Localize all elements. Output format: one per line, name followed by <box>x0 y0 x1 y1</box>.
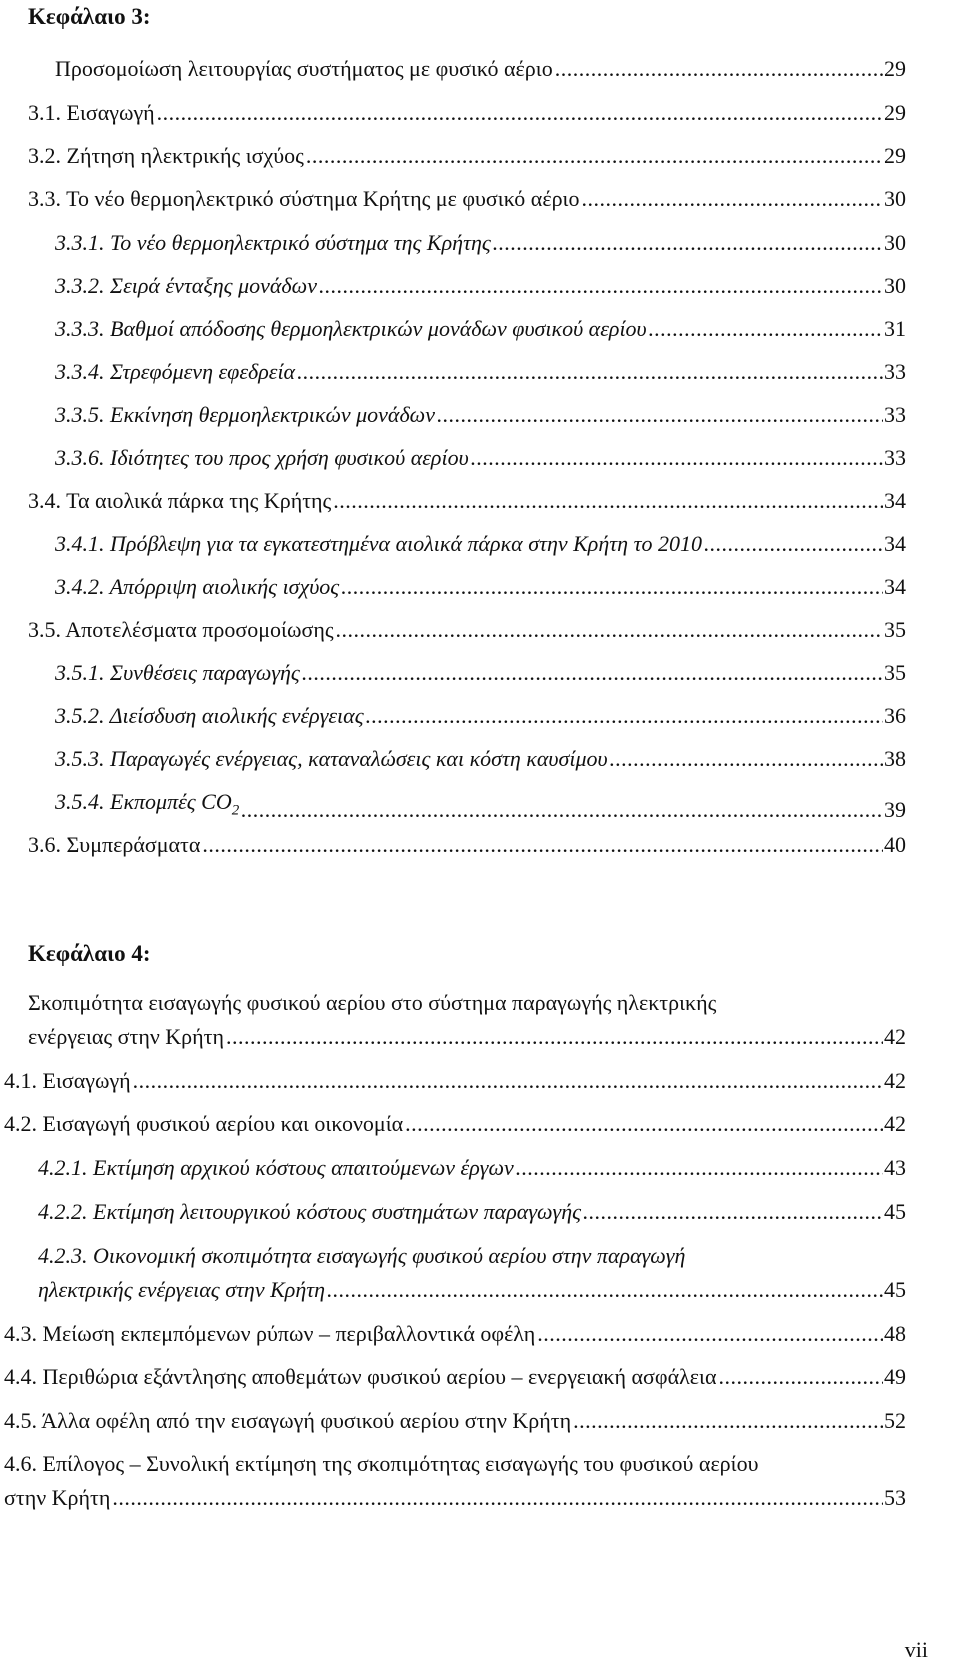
toc-entry-page: 42 <box>884 1024 906 1049</box>
toc-entry[interactable] <box>4 1364 906 1390</box>
toc-entry-page: 31 <box>884 316 906 341</box>
toc-entry-page: 38 <box>884 746 906 771</box>
dot-leader <box>718 1364 883 1390</box>
dot-leader <box>226 1024 883 1050</box>
toc-entry[interactable] <box>4 1408 906 1434</box>
toc-entry-label: 3.1. Εισαγωγή <box>28 100 155 125</box>
toc-subentry[interactable] <box>38 1199 906 1225</box>
toc-entry[interactable] <box>4 1068 906 1094</box>
toc-entry-label: 4.4. Περιθώρια εξάντλησης αποθεμάτων φυσικού αερίου – ενεργειακή ασφάλεια <box>4 1364 717 1389</box>
toc-entry-label: 3.4.1. Πρόβλεψη για τα εγκατεστημένα αιολικά πάρκα στην Κρήτη το 2010 <box>55 531 702 556</box>
dot-leader <box>336 617 883 643</box>
dot-leader <box>302 660 883 686</box>
toc-entry-page: 52 <box>884 1408 906 1433</box>
toc-entry-lead: 4.2.3. Οικονομική σκοπιμότητα εισαγωγής φυσικού αερίου στην παραγωγή <box>38 1243 686 1268</box>
dot-leader <box>366 703 883 729</box>
toc-entry[interactable] <box>28 186 906 212</box>
toc-entry[interactable] <box>28 832 906 858</box>
toc-entry-label: 3.3. Το νέο θερμοηλεκτρικό σύστημα Κρήτης με φυσικό αέριο <box>28 186 580 211</box>
toc-entry-page: 43 <box>884 1155 906 1180</box>
dot-leader <box>437 402 883 428</box>
toc-entry-page: 34 <box>884 574 906 599</box>
toc-entry-label: 4.2.2. Εκτίμηση λειτουργικού κόστους συστημάτων παραγωγής <box>38 1199 582 1224</box>
toc-entry-page: 33 <box>884 445 906 470</box>
dot-leader <box>471 445 883 471</box>
toc-entry-label: 3.3.6. Ιδιότητες του προς χρήση φυσικού αερίου <box>55 445 469 470</box>
toc-entry-label: 3.3.1. Το νέο θερμοηλεκτρικό σύστημα της Κρήτης <box>55 230 491 255</box>
toc-entry-label: ηλεκτρικής ενέργειας στην Κρήτη <box>38 1277 326 1302</box>
toc-subentry[interactable] <box>38 1155 906 1181</box>
page-number: vii <box>904 1637 928 1662</box>
toc-entry-page: 49 <box>884 1364 906 1389</box>
dot-leader <box>405 1111 883 1137</box>
dot-leader <box>493 230 883 256</box>
toc-subentry[interactable] <box>55 574 906 600</box>
toc-entry-label: 3.4.2. Απόρριψη αιολικής ισχύος <box>55 574 340 599</box>
toc-entry-label: 4.2.1. Εκτίμηση αρχικού κόστους απαιτούμενων έργων <box>38 1155 514 1180</box>
dot-leader <box>333 488 883 514</box>
toc-entry[interactable] <box>4 1485 906 1511</box>
dot-leader <box>649 316 883 342</box>
toc-subentry[interactable] <box>38 1277 906 1303</box>
toc-entry-page: 33 <box>884 359 906 384</box>
dot-leader <box>573 1408 883 1434</box>
toc-entry-label: 3.6. Συμπεράσματα <box>28 832 201 857</box>
dot-leader <box>537 1321 883 1347</box>
toc-entry[interactable] <box>55 56 906 82</box>
toc-entry-label: 3.3.2. Σειρά ένταξης μονάδων <box>55 273 317 298</box>
dot-leader <box>157 100 883 126</box>
toc-subentry[interactable] <box>55 789 906 823</box>
toc-entry-label: 3.5.2. Διείσδυση αιολικής ενέργειας <box>55 703 364 728</box>
toc-entry-page: 34 <box>884 531 906 556</box>
toc-subentry[interactable] <box>55 531 906 557</box>
dot-leader <box>581 186 883 212</box>
toc-entry-label: 4.5. Άλλα οφέλη από την εισαγωγή φυσικού αερίου στην Κρήτη <box>4 1408 572 1433</box>
toc-entry[interactable] <box>28 617 906 643</box>
toc-entry-label: 3.3.3. Βαθμοί απόδοσης θερμοηλεκτρικών μονάδων φυσικού αερίου <box>55 316 647 341</box>
toc-entry-page: 29 <box>884 100 906 125</box>
dot-leader <box>341 574 883 600</box>
toc-entry-page: 30 <box>884 230 906 255</box>
toc-subentry[interactable] <box>55 316 906 342</box>
toc-entry-page: 42 <box>884 1068 906 1093</box>
toc-entry-label: 3.5.1. Συνθέσεις παραγωγής <box>55 660 300 685</box>
toc-entry[interactable] <box>4 1111 906 1137</box>
toc-entry-page: 30 <box>884 273 906 298</box>
dot-leader <box>297 359 883 385</box>
dot-leader <box>202 832 883 858</box>
toc-entry[interactable] <box>28 100 906 126</box>
toc-entry-page: 35 <box>884 617 906 642</box>
dot-leader <box>306 143 883 169</box>
toc-entry[interactable] <box>4 1321 906 1347</box>
toc-subentry[interactable] <box>55 445 906 471</box>
toc-subentry[interactable] <box>55 660 906 686</box>
toc-subentry[interactable] <box>55 359 906 385</box>
chapter-3-heading: Κεφάλαιο 3: <box>28 4 151 29</box>
dot-leader <box>133 1068 883 1094</box>
toc-entry-page: 40 <box>884 832 906 857</box>
toc-entry-label: 3.5. Αποτελέσματα προσομοίωσης <box>28 617 334 642</box>
chapter-4-heading: Κεφάλαιο 4: <box>28 941 151 966</box>
toc-entry-label: 4.2. Εισαγωγή φυσικού αερίου και οικονομία <box>4 1111 404 1136</box>
toc-subentry[interactable] <box>55 703 906 729</box>
toc-entry-label: 3.4. Τα αιολικά πάρκα της Κρήτης <box>28 488 332 513</box>
toc-entry-page: 29 <box>884 56 906 81</box>
dot-leader <box>112 1485 883 1511</box>
toc-entry[interactable] <box>28 488 906 514</box>
toc-entry-label: 4.1. Εισαγωγή <box>4 1068 131 1093</box>
toc-entry-label: 3.3.5. Εκκίνηση θερμοηλεκτρικών μονάδων <box>55 402 435 427</box>
toc-entry-page: 29 <box>884 143 906 168</box>
toc-entry-label: Προσομοίωση λειτουργίας συστήματος με φυσικό αέριο <box>55 56 553 81</box>
dot-leader <box>319 273 883 299</box>
dot-leader <box>241 797 883 823</box>
toc-subentry[interactable] <box>55 230 906 256</box>
toc-subentry[interactable] <box>55 273 906 299</box>
dot-leader <box>704 531 883 557</box>
toc-entry-page: 42 <box>884 1111 906 1136</box>
dot-leader <box>516 1155 883 1181</box>
toc-entry-page: 36 <box>884 703 906 728</box>
toc-entry-page: 48 <box>884 1321 906 1346</box>
toc-entry-label: 3.5.4. Εκπομπές $CO_2$ <box>55 789 240 819</box>
toc-entry-page: 45 <box>884 1199 906 1224</box>
toc-entry-label: 3.2. Ζήτηση ηλεκτρικής ισχύος <box>28 143 304 168</box>
toc-entry-lead: 4.6. Επίλογος – Συνολική εκτίμηση της σκοπιμότητας εισαγωγής του φυσικού αερίου <box>4 1451 759 1476</box>
toc-subentry[interactable] <box>55 746 906 772</box>
toc-entry-page: 35 <box>884 660 906 685</box>
toc-entry-page: 39 <box>884 797 906 823</box>
toc-subentry[interactable] <box>55 402 906 428</box>
dot-leader <box>327 1277 883 1303</box>
toc-entry-page: 30 <box>884 186 906 211</box>
toc-entry-page: 53 <box>884 1485 906 1510</box>
toc-entry-page: 45 <box>884 1277 906 1302</box>
toc-entry[interactable] <box>28 143 906 169</box>
dot-leader <box>555 56 883 82</box>
toc-entry-label: ενέργειας στην Κρήτη <box>28 1024 225 1049</box>
toc-entry[interactable] <box>28 1024 906 1050</box>
toc-entry-page: 33 <box>884 402 906 427</box>
toc-entry-label: στην Κρήτη <box>4 1485 111 1510</box>
toc-entry-label: 3.3.4. Στρεφόμενη εφεδρεία <box>55 359 296 384</box>
dot-leader <box>583 1199 883 1225</box>
toc-entry-label: 4.3. Μείωση εκπεμπόμενων ρύπων – περιβαλλοντικά οφέλη <box>4 1321 536 1346</box>
toc-entry-page: 34 <box>884 488 906 513</box>
dot-leader <box>610 746 883 772</box>
toc-entry-lead: Σκοπιμότητα εισαγωγής φυσικού αερίου στο σύστημα παραγωγής ηλεκτρικής <box>28 990 717 1015</box>
toc-entry-label: 3.5.3. Παραγωγές ενέργειας, καταναλώσεις και κόστη καυσίμου <box>55 746 608 771</box>
